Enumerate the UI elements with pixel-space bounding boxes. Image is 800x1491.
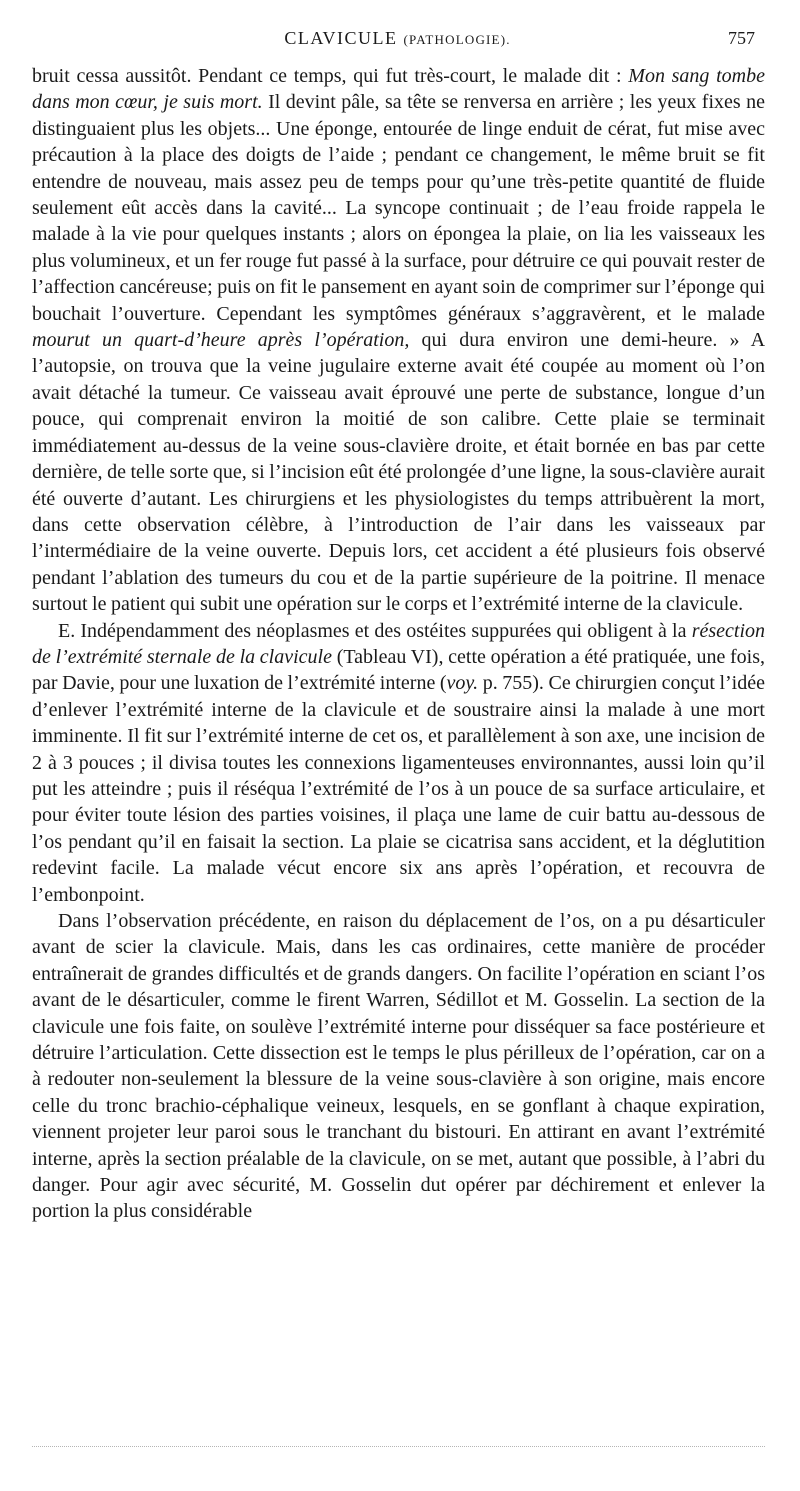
- text-segment: Dans l’observation précédente, en raison du déplacement de l’os, on a pu désarticuler avant de scier la clavicule. Mais, dans les cas ordinaires, cette manière de procéder entraînerait de grandes difficultés et de grands dangers. On facilite l’opération en sciant l’os avant de le désarticuler, comme le firent Warren, Sédillot et M. Gosselin. La section de la clavicule une fois faite, on soulève l’extrémité interne pour disséquer sa face postérieure et détruire l’articulation. Cette dissection est le temps le plus périlleux de l’opération, car on a à redouter non-seulement la blessure de la veine sous-clavière à son origine, mais encore celle du tronc brachio-céphalique veineux, lesquels, en se gonflant à chaque expiration, viennent projeter leur paroi sous le tranchant du bistouri. En attirant en avant l’extrémité interne, après la section préalable de la clavicule, on se met, autant que possible, à l’abri du danger. Pour agir avec sécurité, M. Gosselin dut opérer par déchirement et enlever la portion la plus considérable: [32, 910, 765, 1223]
- italic-segment: Mon sang tombe dans mon cœur, je suis mort.: [32, 65, 766, 114]
- text-segment: E. Indépendamment des néoplasmes et des ostéites suppurées qui obligent à la: [58, 619, 692, 642]
- body-text: [32, 63, 765, 1225]
- page-header: [30, 28, 765, 58]
- running-title-main: CLAVICULE: [284, 28, 398, 48]
- paragraph-continuation: [32, 63, 765, 618]
- footer-divider: [32, 1446, 765, 1447]
- running-title: [30, 28, 765, 49]
- running-title-subtitle: (PATHOLOGIE).: [403, 32, 511, 47]
- paragraph-procedure: [32, 908, 765, 1225]
- italic-segment: voy.: [446, 672, 479, 695]
- text-segment: Il devint pâle, sa tête se renversa en arrière ; les yeux fixes ne distinguaient plus les objets... Une éponge, entourée de linge enduit de cérat, fut mise avec précaution à la place des doigts de l’aide ; pendant ce changement, le même bruit se fit entendre de nouveau, mais assez peu de temps pour qu’une très-petite quantité de fluide seulement eût accès dans la cavité... La syncope continuait ; de l’eau froide rappela le malade à la vie pour quelques instants ; alors on épongea la plaie, on lia les vaisseaux les plus volumineux, et un fer rouge fut passé à la surface, pour détruire ce qui pouvait rester de l’affection cancéreuse; puis on fit le pansement en ayant soin de comprimer sur l’éponge qui bouchait l’ouverture. Cependant les symptômes généraux s’aggravèrent, et le malade: [32, 91, 765, 325]
- italic-segment: résection de l’extrémité sternale de la clavicule: [32, 619, 765, 668]
- paragraph-section-e: [32, 618, 765, 908]
- page-number: 757: [728, 28, 755, 48]
- text-segment: p. 755). Ce chirurgien conçut l’idée d’enlever l’extrémité interne de la clavicule et de soustraire ainsi la malade à une mort imminente. Il fit sur l’extrémité interne de cet os, et parallèlement à son axe, une incision de 2 à 3 pouces ; il divisa toutes les connexions ligamenteuses environnantes, aussi loin qu’il put les atteindre ; puis il réséqua l’extrémité de l’os à un pouce de sa surface articulaire, et pour éviter toute lésion des parties voisines, il plaça une lame de cuir battu au-dessous de l’os pendant qu’il en faisait la section. La plaie se cicatrisa sans accident, et la déglutition redevint facile. La malade vécut encore six ans après l’opération, et recouvra de l’embonpoint.: [32, 672, 765, 906]
- text-segment: bruit cessa aussitôt. Pendant ce temps, qui fut très-court, le malade dit :: [32, 65, 629, 87]
- italic-segment: mourut un quart-d’heure après l’opération,: [32, 329, 410, 352]
- text-segment: qui dura environ une demi-heure. » A l’autopsie, on trouva que la veine jugulaire externe avait été coupée au moment où l’on avait détaché la tumeur. Ce vaisseau avait éprouvé une perte de substance, longue d’un pouce, qui comprenait environ la moitié de son calibre. Cette plaie se terminait immédiatement au-dessus de la veine sous-clavière droite, et était bornée en bas par cette dernière, de telle sorte que, si l’incision eût été prolongée d’une ligne, la sous-clavière aurait été ouverte d’autant. Les chirurgiens et les physiologistes du temps attribuèrent la mort, dans cette observation célèbre, à l’introduction de l’air dans les vaisseaux par l’intermédiaire de la veine ouverte. Depuis lors, cet accident a été plusieurs fois observé pendant l’ablation des tumeurs du cou et de la partie supérieure de la poitrine. Il menace surtout le patient qui subit une opération sur le corps et l’extrémité interne de la clavicule.: [32, 329, 766, 616]
- text-segment: (Tableau VI), cette opération a été pratiquée, une fois, par Davie, pour une luxation de l’extrémité interne (: [32, 645, 766, 695]
